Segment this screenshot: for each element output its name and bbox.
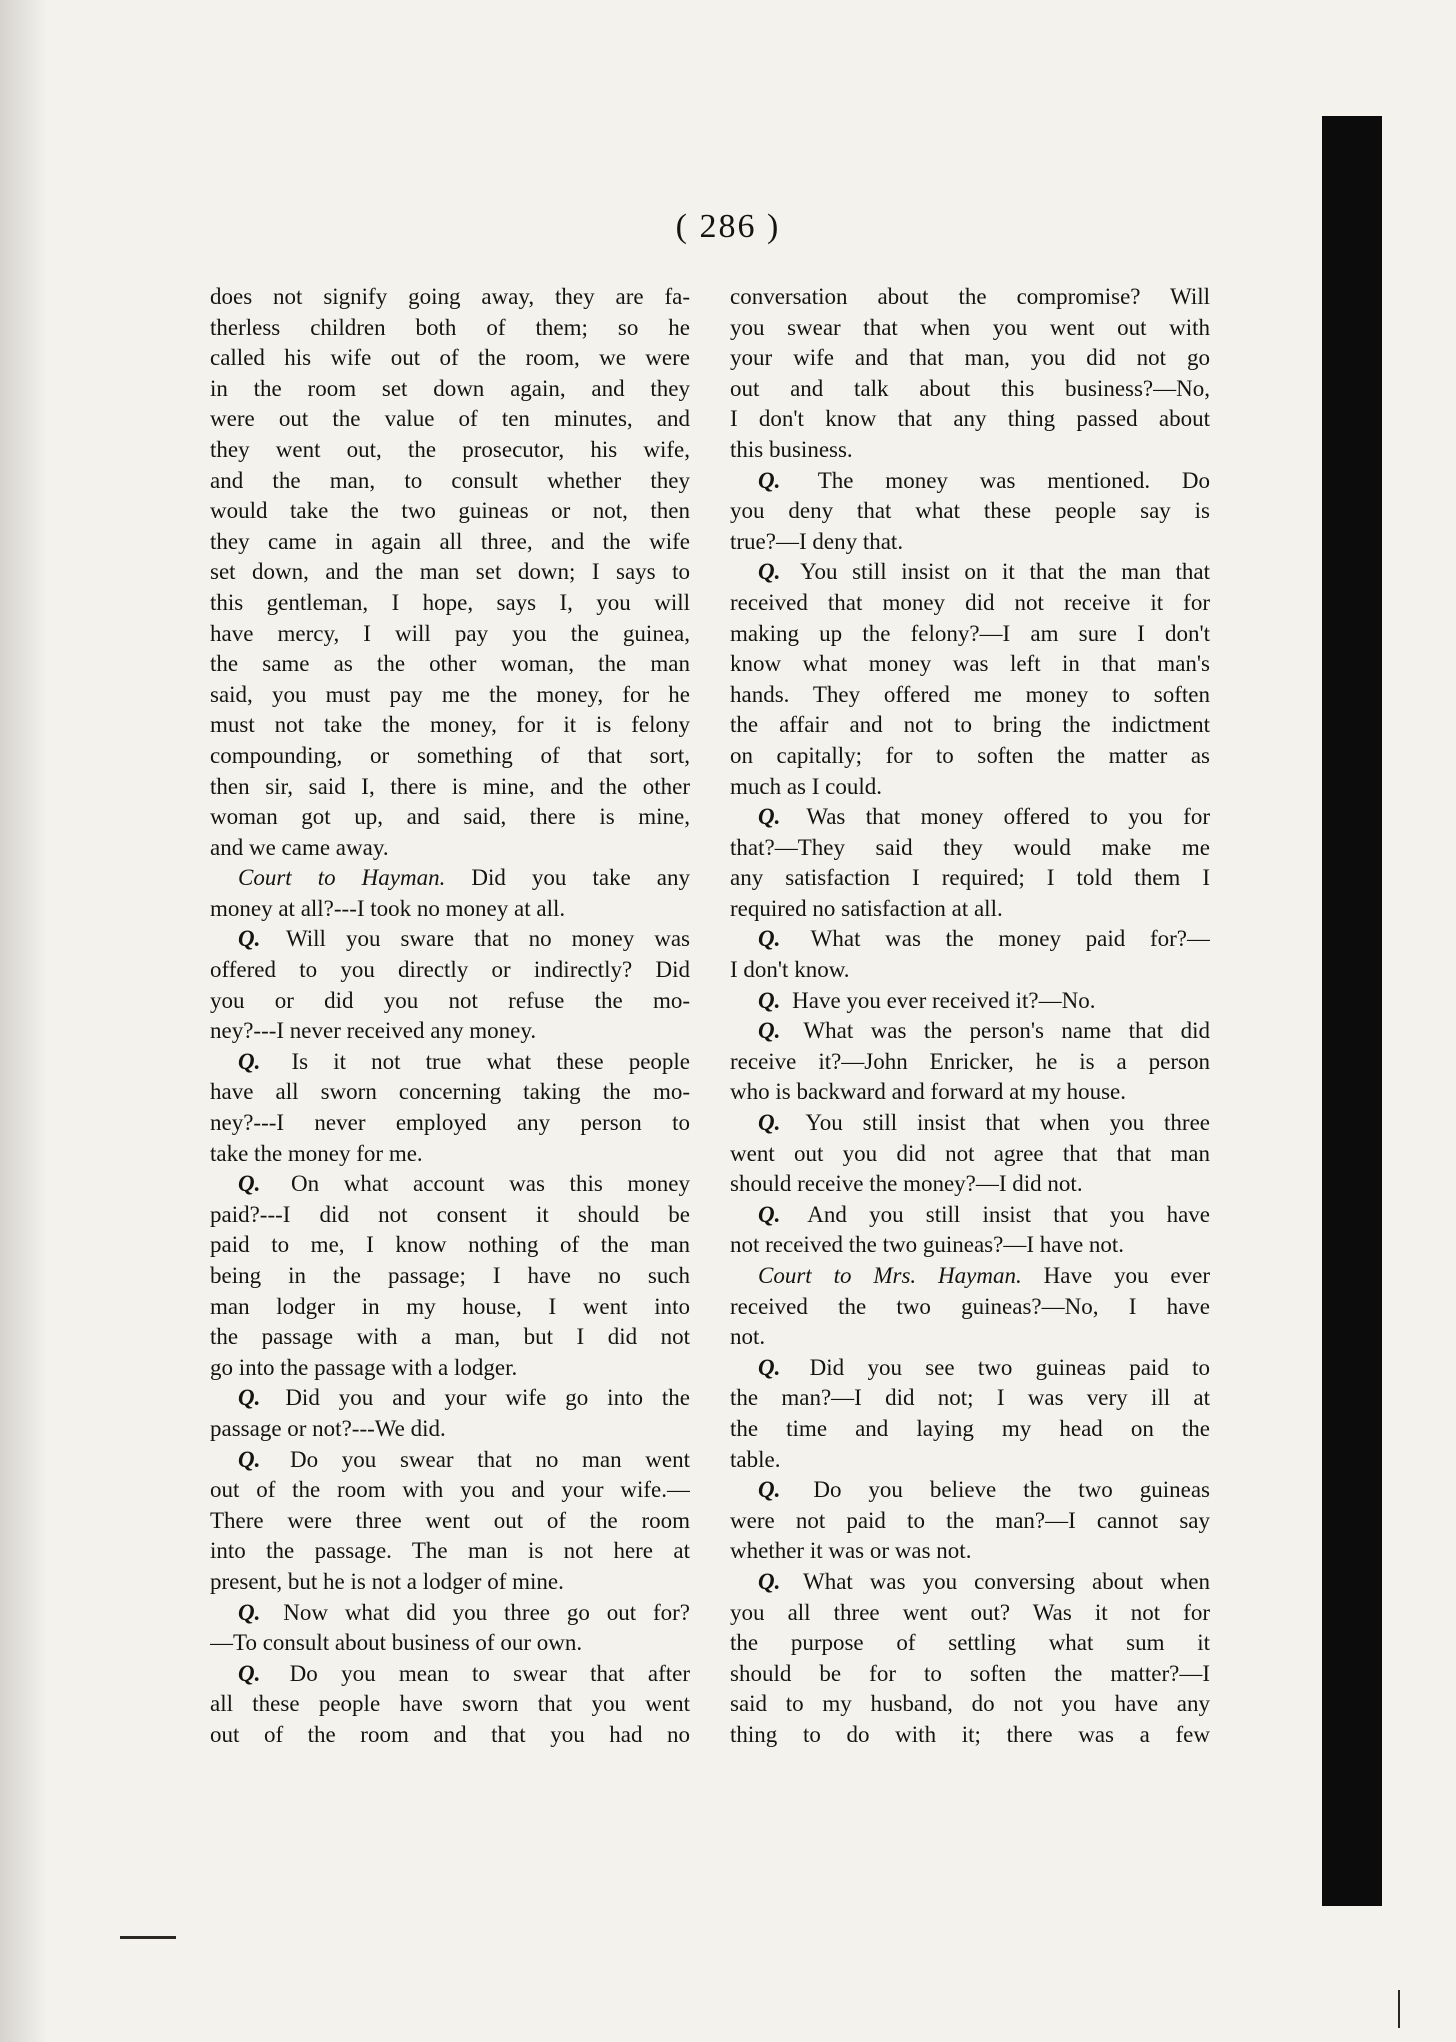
text-line [210, 1230, 690, 1261]
text-line [210, 282, 690, 313]
text-line [210, 863, 690, 894]
text-line [210, 1077, 690, 1108]
line-text: that?—They said they would make me [730, 834, 1210, 860]
question-marker: Q. [238, 1385, 261, 1411]
text-line [730, 435, 1210, 466]
question-marker: Q. [758, 1354, 781, 1380]
line-text: they came in again all three, and the wife [210, 528, 690, 554]
line-text: should be for to soften the matter?—I [730, 1660, 1210, 1686]
margin-tick-mark [1398, 1990, 1400, 2028]
line-text: man lodger in my house, I went into [210, 1293, 690, 1319]
page-edge-shadow [0, 0, 48, 2042]
text-line [730, 1139, 1210, 1170]
text-line [730, 1108, 1210, 1139]
text-line [730, 557, 1210, 588]
line-text: you all three went out? Was it not for [730, 1599, 1210, 1625]
line-text: set down, and the man set down; I says to [210, 559, 690, 585]
question-marker: Q. [758, 987, 781, 1013]
text-line [210, 1414, 690, 1445]
text-line [210, 894, 690, 925]
text-line [730, 1536, 1210, 1567]
question-marker: Q. [238, 1171, 261, 1197]
line-text: thing to do with it; there was a few [730, 1721, 1210, 1747]
text-line [730, 1598, 1210, 1629]
text-line [730, 1475, 1210, 1506]
line-text: not. [730, 1324, 766, 1350]
line-text: Did you see two guineas paid to [786, 1354, 1210, 1380]
text-line [210, 1567, 690, 1598]
text-line [730, 924, 1210, 955]
text-line [210, 1200, 690, 1231]
text-line [210, 1047, 690, 1078]
text-line [210, 924, 690, 955]
text-line [210, 1598, 690, 1629]
text-line [730, 1383, 1210, 1414]
court-address: Court to Mrs. Hayman. [758, 1263, 1022, 1288]
question-marker: Q. [758, 559, 781, 585]
text-line [210, 1628, 690, 1659]
text-line [210, 619, 690, 650]
left-text-column [210, 282, 690, 1751]
text-line [730, 496, 1210, 527]
line-text: Did you and your wife go into the [266, 1385, 690, 1411]
line-text: table. [730, 1446, 781, 1472]
question-marker: Q. [758, 467, 781, 493]
line-text: and the man, to consult whether they [210, 467, 690, 493]
text-line [210, 802, 690, 833]
line-text: ney?---I never received any money. [210, 1018, 537, 1044]
line-text: said to my husband, do not you have any [730, 1691, 1210, 1717]
text-line [210, 741, 690, 772]
text-line [210, 680, 690, 711]
line-text: Do you mean to swear that after [266, 1660, 690, 1686]
line-text: the same as the other woman, the man [210, 651, 690, 677]
line-text: passage or not?---We did. [210, 1415, 446, 1441]
text-line [730, 1322, 1210, 1353]
text-line [210, 1261, 690, 1292]
line-text: you deny that what these people say is [730, 498, 1210, 524]
line-text: take the money for me. [210, 1140, 423, 1166]
margin-rule-mark [120, 1936, 176, 1939]
line-text: ney?---I never employed any person to [210, 1110, 690, 1136]
line-text: were out the value of ten minutes, and [210, 406, 690, 432]
question-marker: Q. [758, 1477, 781, 1503]
line-text: paid to me, I know nothing of the man [210, 1232, 690, 1258]
line-text: offered to you directly or indirectly? Did [210, 957, 690, 983]
line-text: received that money did not receive it for [730, 589, 1210, 615]
line-text: know what money was left in that man's [730, 651, 1210, 677]
line-text: Was that money offered to you for [786, 804, 1210, 830]
question-marker: Q. [758, 926, 781, 952]
line-text: Do you believe the two guineas [786, 1477, 1210, 1503]
question-marker: Q. [238, 1599, 261, 1625]
text-line [210, 1383, 690, 1414]
question-marker: Q. [758, 1018, 781, 1044]
line-text: the time and laying my head on the [730, 1415, 1210, 1441]
text-line [730, 772, 1210, 803]
line-text: making up the felony?—I am sure I don't [730, 620, 1210, 646]
line-text: therless children both of them; so he [210, 314, 690, 340]
text-line [210, 1536, 690, 1567]
text-line [210, 1720, 690, 1751]
line-text: on capitally; for to soften the matter as [730, 742, 1210, 768]
text-line [210, 772, 690, 803]
line-text: much as I could. [730, 773, 883, 799]
text-line [730, 1169, 1210, 1200]
text-line [210, 496, 690, 527]
text-line [730, 863, 1210, 894]
line-text: go into the passage with a lodger. [210, 1354, 518, 1380]
line-text: in the room set down again, and they [210, 375, 690, 401]
text-line [730, 1230, 1210, 1261]
question-marker: Q. [238, 1446, 261, 1472]
line-text: should receive the money?—I did not. [730, 1171, 1083, 1197]
binding-shadow-bar [1322, 116, 1382, 1906]
text-line [730, 680, 1210, 711]
line-text: you or did you not refuse the mo- [210, 987, 690, 1013]
line-text: Is it not true what these people [266, 1048, 690, 1074]
text-line [730, 282, 1210, 313]
line-text: your wife and that man, you did not go [730, 345, 1210, 371]
line-text: Will you sware that no money was [266, 926, 690, 952]
page-number: ( 286 ) [675, 208, 781, 245]
line-text: What was you conversing about when [786, 1568, 1210, 1594]
text-line [210, 466, 690, 497]
line-text: true?—I deny that. [730, 528, 904, 554]
text-line [730, 527, 1210, 558]
line-text: you swear that when you went out with [730, 314, 1210, 340]
line-text: went out you did not agree that that man [730, 1140, 1210, 1166]
line-text: any satisfaction I required; I told them I [730, 865, 1210, 891]
question-marker: Q. [238, 1048, 261, 1074]
text-line [210, 1322, 690, 1353]
text-line [210, 435, 690, 466]
text-line [210, 527, 690, 558]
line-text: have mercy, I will pay you the guinea, [210, 620, 690, 646]
text-line [210, 374, 690, 405]
line-text: out and talk about this business?—No, [730, 375, 1210, 401]
text-line [730, 1659, 1210, 1690]
text-line [730, 1689, 1210, 1720]
line-text: Have you ever received it?—No. [786, 987, 1096, 1013]
text-line [210, 404, 690, 435]
text-line [210, 1659, 690, 1690]
text-line [210, 557, 690, 588]
line-text: Have you ever [1021, 1263, 1210, 1288]
text-line [210, 833, 690, 864]
text-line [730, 741, 1210, 772]
text-line [730, 466, 1210, 497]
question-marker: Q. [238, 1660, 261, 1686]
line-text: said, you must pay me the money, for he [210, 681, 690, 707]
line-text: were not paid to the man?—I cannot say [730, 1507, 1210, 1533]
text-line [210, 986, 690, 1017]
line-text: compounding, or something of that sort, [210, 742, 690, 768]
line-text: out of the room and that you had no [210, 1721, 690, 1747]
line-text: money at all?---I took no money at all. [210, 895, 566, 921]
line-text: On what account was this money [266, 1171, 690, 1197]
text-line [730, 1628, 1210, 1659]
text-line [730, 374, 1210, 405]
line-text: hands. They offered me money to soften [730, 681, 1210, 707]
line-text: What was the person's name that did [786, 1018, 1210, 1044]
text-line [210, 1689, 690, 1720]
line-text: this gentleman, I hope, says I, you will [210, 589, 690, 615]
text-line [730, 1506, 1210, 1537]
line-text: all these people have sworn that you went [210, 1691, 690, 1717]
text-line [210, 1108, 690, 1139]
text-line [730, 343, 1210, 374]
line-text: woman got up, and said, there is mine, [210, 804, 690, 830]
question-marker: Q. [758, 1201, 781, 1227]
text-line [730, 588, 1210, 619]
right-text-column [730, 282, 1210, 1751]
line-text: whether it was or was not. [730, 1538, 972, 1564]
text-line [730, 710, 1210, 741]
text-line [210, 588, 690, 619]
line-text: the purpose of settling what sum it [730, 1630, 1210, 1656]
line-text: The money was mentioned. Do [786, 467, 1210, 493]
question-marker: Q. [238, 926, 261, 952]
text-line [210, 1016, 690, 1047]
text-line [730, 1720, 1210, 1751]
text-line [730, 1047, 1210, 1078]
text-line [210, 955, 690, 986]
line-text: required no satisfaction at all. [730, 895, 1003, 921]
text-line [210, 1353, 690, 1384]
line-text: I don't know that any thing passed about [730, 406, 1210, 432]
text-line [730, 649, 1210, 680]
line-text: have all sworn concerning taking the mo- [210, 1079, 690, 1105]
question-marker: Q. [758, 1110, 781, 1136]
text-line [210, 1506, 690, 1537]
text-line [210, 343, 690, 374]
line-text: received the two guineas?—No, I have [730, 1293, 1210, 1319]
text-line [210, 1169, 690, 1200]
line-text: and we came away. [210, 834, 389, 860]
text-line [730, 1016, 1210, 1047]
text-line [210, 313, 690, 344]
line-text: Now what did you three go out for? [266, 1599, 690, 1625]
text-line [210, 1292, 690, 1323]
text-line [730, 1567, 1210, 1598]
text-line [730, 802, 1210, 833]
text-line [730, 1445, 1210, 1476]
line-text: who is backward and forward at my house. [730, 1079, 1126, 1105]
question-marker: Q. [758, 804, 781, 830]
line-text: would take the two guineas or not, then [210, 498, 690, 524]
line-text: then sir, said I, there is mine, and the other [210, 773, 690, 799]
question-marker: Q. [758, 1568, 781, 1594]
line-text: called his wife out of the room, we were [210, 345, 690, 371]
line-text: You still insist on it that the man that [786, 559, 1210, 585]
line-text: —To consult about business of our own. [210, 1630, 583, 1656]
text-line [210, 1475, 690, 1506]
text-line [210, 1139, 690, 1170]
line-text: You still insist that when you three [786, 1110, 1210, 1136]
line-text: this business. [730, 436, 853, 462]
text-line [730, 313, 1210, 344]
line-text: What was the money paid for?— [786, 926, 1210, 952]
line-text: must not take the money, for it is felony [210, 712, 690, 738]
line-text: into the passage. The man is not here at [210, 1538, 690, 1564]
text-line [210, 649, 690, 680]
text-line [730, 404, 1210, 435]
text-line [730, 1261, 1210, 1292]
line-text: does not signify going away, they are fa- [210, 284, 690, 309]
text-line [730, 1292, 1210, 1323]
text-line [730, 1077, 1210, 1108]
line-text: being in the passage; I have no such [210, 1263, 690, 1288]
text-line [730, 1353, 1210, 1384]
text-line [730, 619, 1210, 650]
line-text: the man?—I did not; I was very ill at [730, 1385, 1210, 1411]
line-text: And you still insist that you have [786, 1201, 1210, 1227]
text-line [730, 1200, 1210, 1231]
line-text: present, but he is not a lodger of mine. [210, 1568, 564, 1594]
line-text: out of the room with you and your wife.— [210, 1477, 690, 1503]
line-text: Did you take any [445, 865, 690, 891]
line-text: receive it?—John Enricker, he is a person [730, 1048, 1210, 1074]
text-line [210, 710, 690, 741]
line-text: the affair and not to bring the indictment [730, 712, 1210, 738]
line-text: I don't know. [730, 957, 850, 983]
line-text: paid?---I did not consent it should be [210, 1201, 690, 1227]
line-text: the passage with a man, but I did not [210, 1324, 690, 1350]
line-text: not received the two guineas?—I have not. [730, 1232, 1125, 1258]
text-line [730, 986, 1210, 1017]
court-address: Court to Hayman. [238, 865, 446, 891]
line-text: they went out, the prosecutor, his wife, [210, 436, 690, 462]
text-line [730, 955, 1210, 986]
line-text: conversation about the compromise? Will [730, 284, 1210, 309]
text-line [730, 894, 1210, 925]
text-line [730, 1414, 1210, 1445]
text-line [210, 1445, 690, 1476]
line-text: There were three went out of the room [210, 1507, 690, 1533]
line-text: Do you swear that no man went [266, 1446, 690, 1472]
text-line [730, 833, 1210, 864]
